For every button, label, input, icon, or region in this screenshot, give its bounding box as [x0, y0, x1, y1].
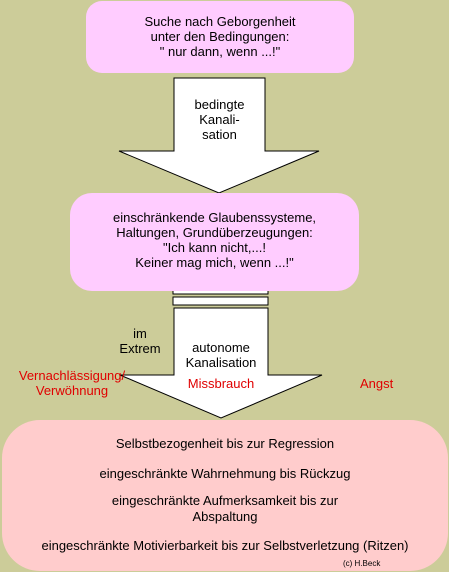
im-extrem-line: Extrem [119, 341, 161, 356]
box3-line: eingeschränkte Wahrnehmung bis Rückzug [99, 466, 351, 481]
box1-line: " nur dann, wenn ...!" [159, 44, 281, 59]
arrow2-line: Kanalisation [185, 355, 257, 370]
box3-line: eingeschränkte Motivierbarkeit bis zur Selbstverletzung (Ritzen) [41, 538, 409, 553]
im-extrem-label [118, 326, 162, 356]
arrow1-line: sation [202, 127, 237, 142]
im-extrem-line: im [133, 326, 147, 341]
angst-label: Angst [360, 376, 394, 391]
arrow1-line: Kanali- [199, 112, 240, 127]
box2-line: "Ich kann nicht,...! [163, 240, 266, 255]
box3-line: Abspaltung [192, 509, 258, 524]
box3-line: Selbstbezogenheit bis zur Regression [115, 436, 335, 451]
box3-line: eingeschränkte Aufmerksamkeit bis zur [111, 493, 339, 508]
box2-line: Haltungen, Grundüberzeugungen: [116, 225, 313, 240]
arrow1-line: bedingte [194, 97, 245, 112]
box1-line: unter den Bedingungen: [150, 29, 290, 44]
arrow2-line: autonome [192, 340, 250, 355]
box-suche-nach-geborgenheit [86, 1, 354, 73]
vernachlaessigung-line: Verwöhnung [35, 383, 109, 398]
box2-line: einschränkende Glaubenssysteme, [112, 210, 317, 225]
vernachlaessigung-line: Vernachlässigung/ [18, 368, 126, 383]
vernachlaessigung-label [4, 368, 140, 398]
separator-bar-bottom [173, 297, 268, 305]
box1-line: Suche nach Geborgenheit [144, 14, 296, 29]
box2-line: Keiner mag mich, wenn ...!" [135, 255, 294, 270]
box-folgen [2, 420, 448, 571]
box-glaubenssysteme [70, 193, 359, 291]
arrow1-label [174, 97, 265, 142]
credit-label: (c) H.Beck [343, 559, 381, 568]
arrow2-label [174, 340, 268, 370]
missbrauch-label: Missbrauch [187, 376, 255, 391]
